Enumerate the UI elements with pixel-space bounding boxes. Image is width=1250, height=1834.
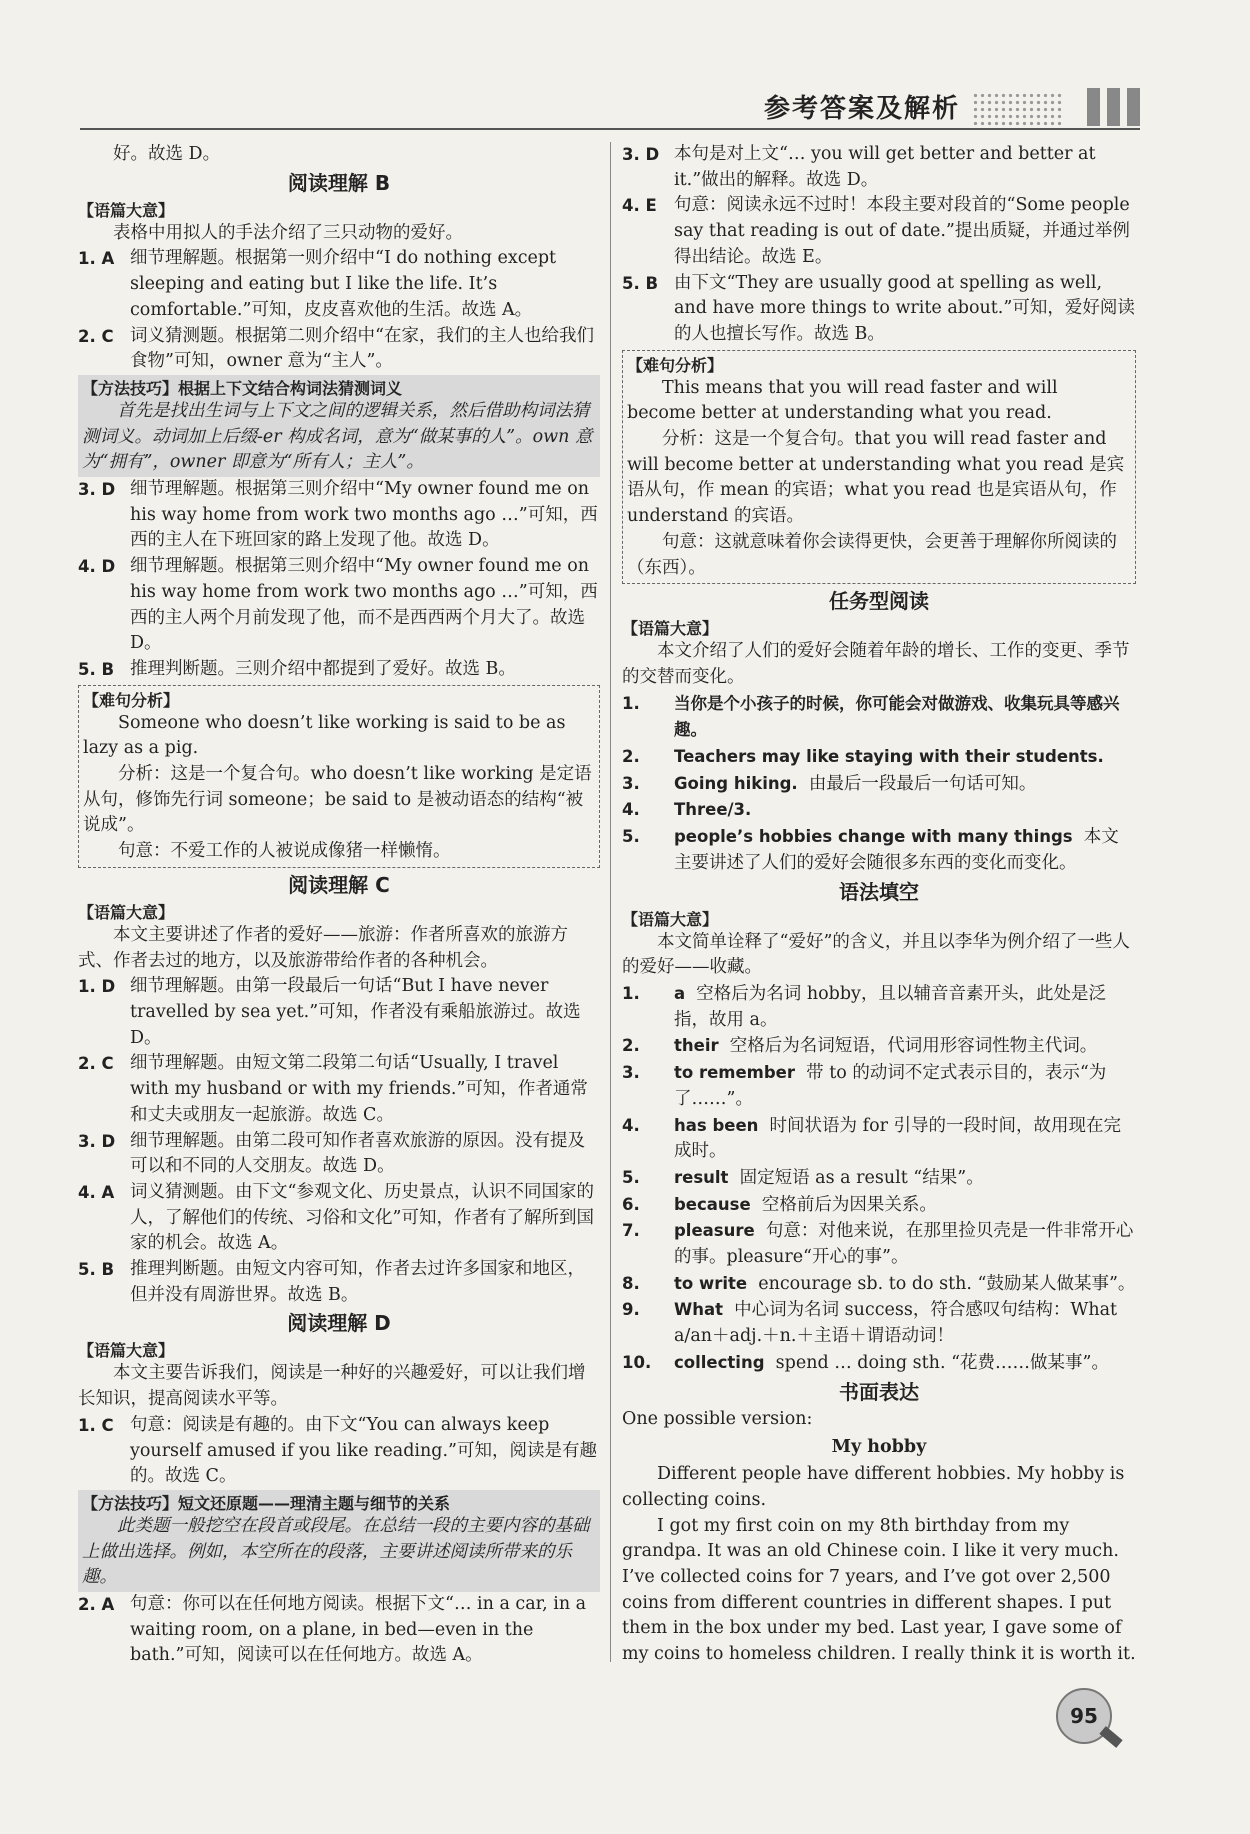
grammar-answer-item: [622, 1165, 1136, 1192]
answer-note: 空格后为名词短语，代词用形容词性物主代词。: [729, 1036, 1098, 1057]
answer-number: 2.: [622, 747, 640, 767]
question-number: 3. D: [78, 1131, 116, 1151]
header-rule: [80, 128, 1140, 130]
grammar-answer-list: [622, 981, 1136, 1377]
answer-number: 1.: [622, 983, 640, 1003]
question-explanation: 细节理解题。根据第三则介绍中“My owner found me on his way home from work two months ago …”可知，西西的主人两个月前发现了他，而不是西西两个月大了。故选 D。: [130, 556, 598, 654]
summary-text: 表格中用拟人的手法介绍了三只动物的爱好。: [113, 222, 463, 243]
question-number: 5. B: [78, 1260, 115, 1280]
grammar-answer-item: [622, 1350, 1136, 1377]
question-item: [78, 1129, 600, 1180]
summary-tag: 【语篇大意】: [78, 200, 175, 220]
answer-text: result: [674, 1167, 729, 1187]
hard-sentence-analysis: 分析：这是一个复合句。who doesn’t like working 是定语从句，修饰先行词 someone；be said to 是被动语态的结构“被说成”。: [83, 764, 592, 836]
answer-number: 9.: [622, 1300, 640, 1320]
grammar-answer-item: [622, 1297, 1136, 1349]
question-explanation: 句意：阅读是有趣的。由下文“You can always keep yourself amused if you like reading.”可知，阅读是有趣的。故选 C。: [130, 1414, 597, 1487]
answer-number: 5.: [622, 827, 640, 847]
answer-number: 4.: [622, 1115, 640, 1135]
answer-text: their: [674, 1036, 719, 1056]
writing-intro: One possible version:: [622, 1408, 813, 1429]
answer-number: 2.: [622, 1036, 640, 1056]
question-explanation: 推理判断题。由短文内容可知，作者去过许多国家和地区，但并没有周游世界。故选 B。: [130, 1259, 585, 1305]
grammar-answer-item: [622, 1192, 1136, 1219]
question-explanation: 细节理解题。由第一段最后一句话“But I have never travelled by sea yet.”可知，作者没有乘船旅游过。故选 D。: [130, 976, 581, 1048]
answer-note: 本文主要讲述了人们的爱好会随很多东西的变化而变化。: [674, 827, 1119, 873]
page-number-badge: 95: [1056, 1688, 1112, 1744]
question-item: [78, 657, 600, 683]
tip-title: 短文还原题——理清主题与细节的关系: [178, 1493, 451, 1513]
hard-sentence-analysis: 分析：这是一个复合句。that you will read faster and will become better at understanding what you read 是宾语从句，作 mean 的宾语；what you read 也是宾语从句，作 understand 的宾语。: [627, 429, 1125, 527]
answer-number: 3.: [622, 773, 640, 793]
answer-text: people’s hobbies change with many things: [674, 827, 1073, 847]
summary-tag: 【语篇大意】: [622, 909, 719, 929]
answer-text: a: [674, 983, 686, 1003]
summary-text: 本文介绍了人们的爱好会随着年龄的增长、工作的变更、季节的交替而变化。: [622, 641, 1130, 687]
section-title-grammar: 语法填空: [839, 879, 919, 904]
question-item: [622, 271, 1136, 348]
grammar-answer-item: [622, 981, 1136, 1033]
tip-tag: 【方法技巧】: [82, 378, 179, 398]
answer-number: 4.: [622, 800, 640, 820]
answer-item: [622, 797, 1136, 824]
page-header: [80, 86, 1140, 130]
summary-text: 本文主要讲述了作者的爱好——旅游：作者所喜欢的旅游方式、作者去过的地方，以及旅游带给作者的各种机会。: [78, 924, 568, 971]
question-item: [78, 477, 600, 554]
question-item: [78, 1257, 600, 1308]
question-item: [622, 193, 1136, 270]
summary-text: 本文主要告诉我们，阅读是一种好的兴趣爱好，可以让我们增长知识，提高阅读水平等。: [78, 1363, 586, 1410]
answer-note: 中心词为名词 success，符合感叹句结构：What a/an＋adj.＋n.＋主语＋谓语动词！: [674, 1300, 1118, 1347]
section-title-writing: 书面表达: [839, 1379, 919, 1404]
answer-note: spend … doing sth. “花费……做某事”。: [775, 1352, 1109, 1373]
answer-text: collecting: [674, 1352, 765, 1372]
question-explanation: 细节理解题。根据第三则介绍中“My owner found me on his way home from work two months ago …”可知，西西的主人在下班回家的路上发现了他。故选 D。: [130, 479, 598, 551]
question-item: [78, 1413, 600, 1490]
answer-text: Teachers may like staying with their students.: [674, 747, 1104, 767]
question-number: 5. B: [622, 273, 659, 293]
question-item: [78, 1592, 600, 1669]
right-column: [622, 142, 1136, 1668]
tip-text: 此类题一般挖空在段首或段尾。在总结一段的主要内容的基础上做出选择。例如，本空所在的段落，主要讲述阅读所带来的乐趣。: [82, 1515, 590, 1588]
question-item: [78, 324, 600, 375]
question-number: 5. B: [78, 659, 115, 679]
question-number: 2. C: [78, 1054, 114, 1074]
answer-note: 由最后一段最后一句话可知。: [808, 773, 1037, 794]
question-number: 2. C: [78, 326, 114, 346]
answer-note: encourage sb. to do sth. “鼓励某人做某事”。: [758, 1273, 1136, 1294]
answer-item: [622, 744, 1136, 771]
hard-sentence-tag: 【难句分析】: [83, 690, 180, 710]
section-title-task-reading: 任务型阅读: [829, 589, 929, 614]
hard-sentence-english: Someone who doesn’t like working is said to be as lazy as a pig.: [83, 712, 566, 759]
answer-note: 空格前后为因果关系。: [761, 1194, 937, 1215]
answer-text: pleasure: [674, 1221, 755, 1241]
answer-text: Three/3.: [674, 800, 752, 820]
section-title-reading-c: 阅读理解 C: [288, 872, 390, 897]
answer-item: [622, 824, 1136, 876]
answer-number: 6.: [622, 1194, 640, 1214]
answer-text: to write: [674, 1273, 748, 1293]
hard-sentence-meaning: 句意：不爱工作的人被说成像猪一样懒惰。: [118, 841, 451, 862]
question-explanation: 本句是对上文“… you will get better and better at it.”做出的解释。故选 D。: [674, 144, 1096, 190]
answer-text: Going hiking.: [674, 773, 798, 793]
question-item: [622, 142, 1136, 193]
question-explanation: 推理判断题。三则介绍中都提到了爱好。故选 B。: [130, 658, 516, 679]
summary-tag: 【语篇大意】: [78, 902, 175, 922]
question-item: [78, 246, 600, 323]
answer-note: 时间状语为 for 引导的一段时间，故用现在完成时。: [674, 1115, 1122, 1162]
question-number: 2. A: [78, 1595, 115, 1615]
column-divider: [610, 142, 611, 1662]
essay-paragraph: I got my first coin on my 8th birthday from my grandpa. It was an old Chinese coin. I like it very much. I’ve collected coins for 7 years, and I’ve got over 2,500 coins from different countries in different shapes. I put them in the box under my bed. Last year, I gave some of my coins to homeless children. I really think it is worth it.: [622, 1515, 1136, 1665]
question-explanation: 词义猜测题。由下文“参观文化、历史景点，认识不同国家的人，了解他们的传统、习俗和文化”可知，作者有了解所到国家的机会。故选 A。: [130, 1181, 594, 1254]
answer-item: [622, 771, 1136, 798]
answer-text: What: [674, 1300, 723, 1320]
header-bars-decoration: [1087, 88, 1140, 126]
grammar-answer-item: [622, 1271, 1136, 1298]
hard-sentence-english: This means that you will read faster and will become better at understanding what you read.: [627, 377, 1058, 424]
answer-number: 10.: [622, 1352, 652, 1372]
grammar-answer-item: [622, 1033, 1136, 1060]
question-number: 1. D: [78, 977, 116, 997]
left-column: [78, 142, 600, 1669]
hard-sentence-box: [622, 350, 1136, 585]
question-number: 3. D: [622, 145, 660, 164]
summary-tag: 【语篇大意】: [622, 619, 719, 639]
header-title: 参考答案及解析: [763, 94, 960, 124]
question-item: [78, 974, 600, 1051]
question-item: [78, 1051, 600, 1128]
question-number: 1. A: [78, 249, 115, 269]
question-number: 4. D: [78, 557, 116, 577]
method-tip-box: [78, 1490, 600, 1592]
answer-item: [622, 691, 1136, 744]
question-explanation: 细节理解题。由短文第二段第二句话“Usually, I travel with my husband or with my friends.”可知，作者通常和丈夫或朋友一起旅游。故选 C。: [130, 1053, 588, 1125]
answer-number: 5.: [622, 1167, 640, 1187]
answer-note: 句意：对他来说，在那里捡贝壳是一件非常开心的事。pleasure“开心的事”。: [674, 1221, 1134, 1268]
question-item: [78, 1180, 600, 1257]
answer-text: because: [674, 1194, 751, 1214]
tip-tag: 【方法技巧】: [82, 1493, 179, 1513]
answer-text: 当你是个小孩子的时候，你可能会对做游戏、收集玩具等感兴趣。: [674, 693, 1120, 740]
intro-line: 好。故选 D。: [113, 144, 221, 164]
question-explanation: 细节理解题。由第二段可知作者喜欢旅游的原因。没有提及可以和不同的人交朋友。故选 D。: [130, 1130, 585, 1177]
answer-text: has been: [674, 1115, 759, 1135]
method-tip-box: [78, 375, 600, 477]
grammar-answer-item: [622, 1113, 1136, 1165]
question-explanation: 细节理解题。根据第一则介绍中“I do nothing except sleeping and eating but I like the life. It’s comfortable.”可知，皮皮喜欢他的生活。故选 A。: [130, 248, 557, 320]
essay-title: My hobby: [831, 1437, 927, 1458]
magnifier-icon: [1099, 1726, 1122, 1748]
section-title-reading-b: 阅读理解 B: [287, 170, 391, 195]
question-number: 3. D: [78, 480, 116, 500]
header-dot-pattern: [972, 92, 1062, 126]
summary-text: 本文简单诠释了“爱好”的含义，并且以李华为例介绍了一些人的爱好——收藏。: [622, 931, 1130, 978]
question-item: [78, 554, 600, 657]
question-explanation: 词义猜测题。根据第二则介绍中“在家，我们的主人也给我们食物”可知，owner 意为“主人”。: [130, 325, 594, 372]
answer-note: 空格后为名词 hobby，且以辅音音素开头，此处是泛指，故用 a。: [674, 983, 1106, 1030]
tip-title: 根据上下文结合构词法猜测词义: [178, 378, 403, 398]
section-title-reading-d: 阅读理解 D: [287, 1311, 391, 1336]
answer-text: to remember: [674, 1063, 796, 1083]
tip-text: 首先是找出生词与上下文之间的逻辑关系，然后借助构词法猜测词义。动词加上后缀-er 构成名词，意为“做某事的人”。own 意为“拥有”，owner 即意为“所有人；主人”。: [82, 400, 593, 473]
summary-tag: 【语篇大意】: [78, 1341, 175, 1361]
hard-sentence-meaning: 句意：这就意味着你会读得更快，会更善于理解你所阅读的（东西）。: [627, 531, 1117, 578]
answer-number: 7.: [622, 1221, 640, 1241]
hard-sentence-tag: 【难句分析】: [627, 355, 724, 375]
question-explanation: 句意：阅读永远不过时！本段主要对段首的“Some people say that reading is out of date.”提出质疑，并通过举例得出结论。故选 E。: [674, 195, 1130, 267]
question-number: 1. C: [78, 1415, 114, 1435]
answer-note: 带 to 的动词不定式表示目的，表示“为了……”。: [674, 1063, 1107, 1109]
answer-number: 3.: [622, 1063, 640, 1083]
hard-sentence-box: [78, 685, 600, 868]
grammar-answer-item: [622, 1218, 1136, 1270]
question-explanation: 由下文“They are usually good at spelling as well, and have more things to write about.”可知，爱好阅读的人也擅长写作。故选 B。: [674, 272, 1135, 344]
question-number: 4. A: [78, 1182, 115, 1202]
answer-number: 1.: [622, 693, 640, 713]
answer-number: 8.: [622, 1273, 640, 1293]
question-number: 4. E: [622, 196, 657, 216]
grammar-answer-item: [622, 1060, 1136, 1112]
question-explanation: 句意：你可以在任何地方阅读。根据下文“… in a car, in a waiting room, on a plane, in bed—even in the bath.”可知，阅读可以在任何地方。故选 A。: [130, 1594, 587, 1666]
answer-note: 固定短语 as a result “结果”。: [739, 1167, 984, 1188]
essay-paragraph: Different people have different hobbies. My hobby is collecting coins.: [622, 1464, 1125, 1510]
